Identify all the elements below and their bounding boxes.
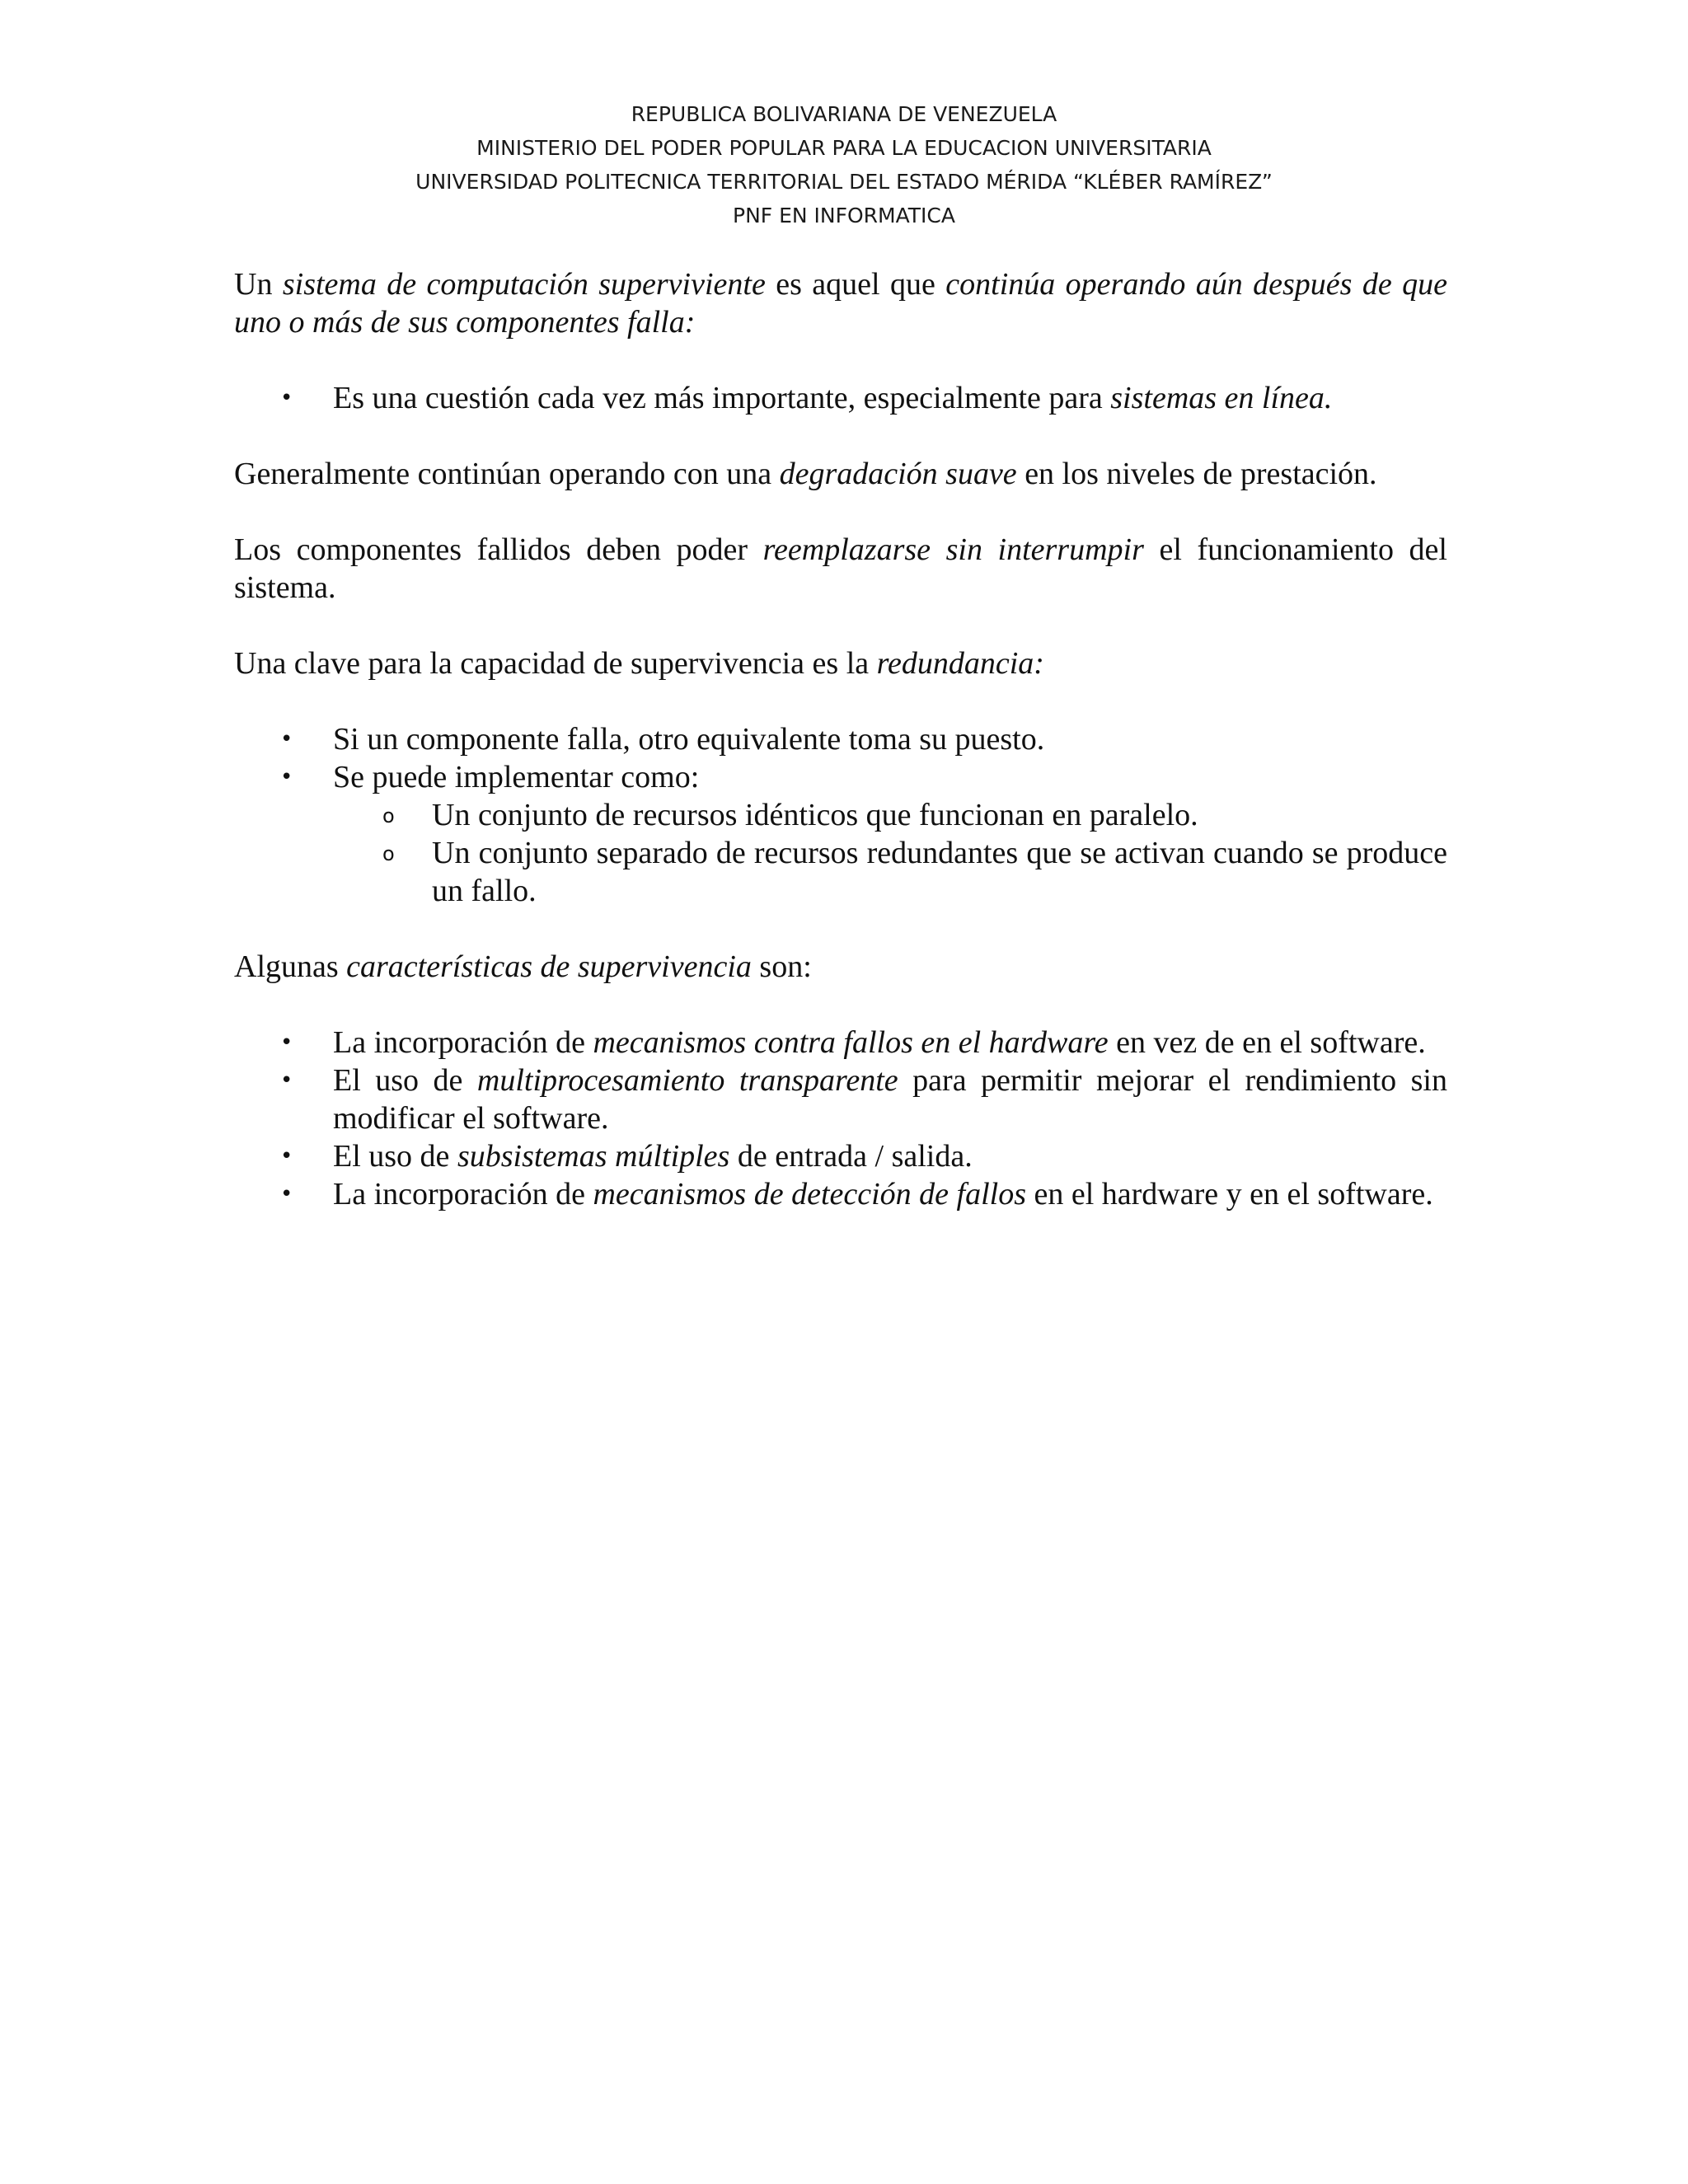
text-run: de entrada / salida. (729, 1139, 973, 1174)
list-item (280, 720, 1447, 758)
paragraph-replacement (234, 531, 1447, 607)
text-run: Los componentes fallidos deben poder (234, 532, 763, 567)
italic-term: degradación suave (779, 457, 1017, 491)
header-line-ministry: MINISTERIO DEL PODER POPULAR PARA LA EDUCACION UNIVERSITARIA (476, 136, 1212, 160)
text-run: Un conjunto separado de recursos redundantes que se activan cuando se produce un fallo. (432, 836, 1447, 908)
bullet-icon: • (280, 1030, 293, 1055)
paragraph-redundancy (234, 644, 1447, 682)
text-run: El uso de (333, 1063, 477, 1098)
italic-term: reemplazarse sin interrumpir (762, 532, 1144, 567)
header-line-program: PNF EN INFORMATICA (733, 204, 955, 227)
text-run: en el hardware y en el software. (1026, 1177, 1433, 1212)
italic-term: sistemas en línea. (1110, 381, 1333, 415)
document-body (234, 265, 1447, 1251)
paragraph-characteristics (234, 948, 1447, 986)
list-item (280, 1175, 1447, 1213)
text-run: Es una cuestión cada vez más importante, especialmente para (333, 381, 1111, 415)
circle-bullet-icon: o (382, 842, 395, 865)
italic-term: mecanismos de detección de fallos (593, 1177, 1026, 1212)
text-run: Se puede implementar como: (333, 760, 700, 794)
paragraph-definition (234, 265, 1447, 341)
bullet-icon: • (280, 1182, 293, 1207)
text-run: el funcionamiento del sistema. (234, 532, 1447, 605)
text-run: Una clave para la capacidad de supervivencia es la (234, 646, 877, 681)
italic-term: mecanismos contra fallos en el hardware (593, 1025, 1109, 1060)
bullet-icon: • (280, 386, 293, 410)
list-item (280, 379, 1447, 417)
text-run: para permitir mejorar el rendimiento sin modificar el software. (333, 1063, 1447, 1136)
bullet-icon: • (280, 1068, 293, 1093)
text-run: La incorporación de (333, 1025, 593, 1060)
list-item (280, 758, 1447, 910)
list-item (280, 1062, 1447, 1137)
italic-term: redundancia: (876, 646, 1044, 681)
text-run: Si un componente falla, otro equivalente toma su puesto. (333, 722, 1045, 757)
text-run: Algunas (234, 949, 347, 984)
bullet-icon: • (280, 1144, 293, 1169)
document-header (0, 97, 1688, 232)
circle-bullet-icon: o (382, 804, 395, 827)
text-run: El uso de (333, 1139, 457, 1174)
bullet-icon: • (280, 727, 293, 752)
italic-term: sistema de computación superviviente (282, 267, 766, 302)
text-run: es aquel que (765, 267, 946, 302)
text-run: La incorporación de (333, 1177, 593, 1212)
paragraph-degradation (234, 455, 1447, 493)
text-run: son: (751, 949, 812, 984)
header-line-republic: REPUBLICA BOLIVARIANA DE VENEZUELA (631, 102, 1057, 126)
bullet-list-importance (234, 379, 1447, 417)
italic-term: multiprocesamiento transparente (476, 1063, 898, 1098)
text-run: Generalmente continúan operando con una (234, 457, 780, 491)
header-line-university: UNIVERSIDAD POLITECNICA TERRITORIAL DEL ESTADO MÉRIDA “KLÉBER RAMÍREZ” (415, 170, 1273, 194)
text-run: en los niveles de prestación. (1016, 457, 1377, 491)
sub-list-item (382, 834, 1447, 910)
bullet-icon: • (280, 765, 293, 790)
list-item (280, 1024, 1447, 1062)
text-run: en vez de en el software. (1108, 1025, 1426, 1060)
text-run: Un (234, 267, 283, 302)
bullet-list-characteristics (234, 1024, 1447, 1213)
italic-term: características de supervivencia (346, 949, 752, 984)
sub-list-implementations (333, 796, 1447, 910)
bullet-list-redundancy (234, 720, 1447, 910)
text-run: Un conjunto de recursos idénticos que funcionan en paralelo. (432, 798, 1198, 832)
italic-term: continúa operando aún después de que uno o más de sus componentes falla: (234, 267, 1447, 340)
italic-term: subsistemas múltiples (457, 1139, 730, 1174)
list-item (280, 1137, 1447, 1175)
sub-list-item (382, 796, 1447, 834)
